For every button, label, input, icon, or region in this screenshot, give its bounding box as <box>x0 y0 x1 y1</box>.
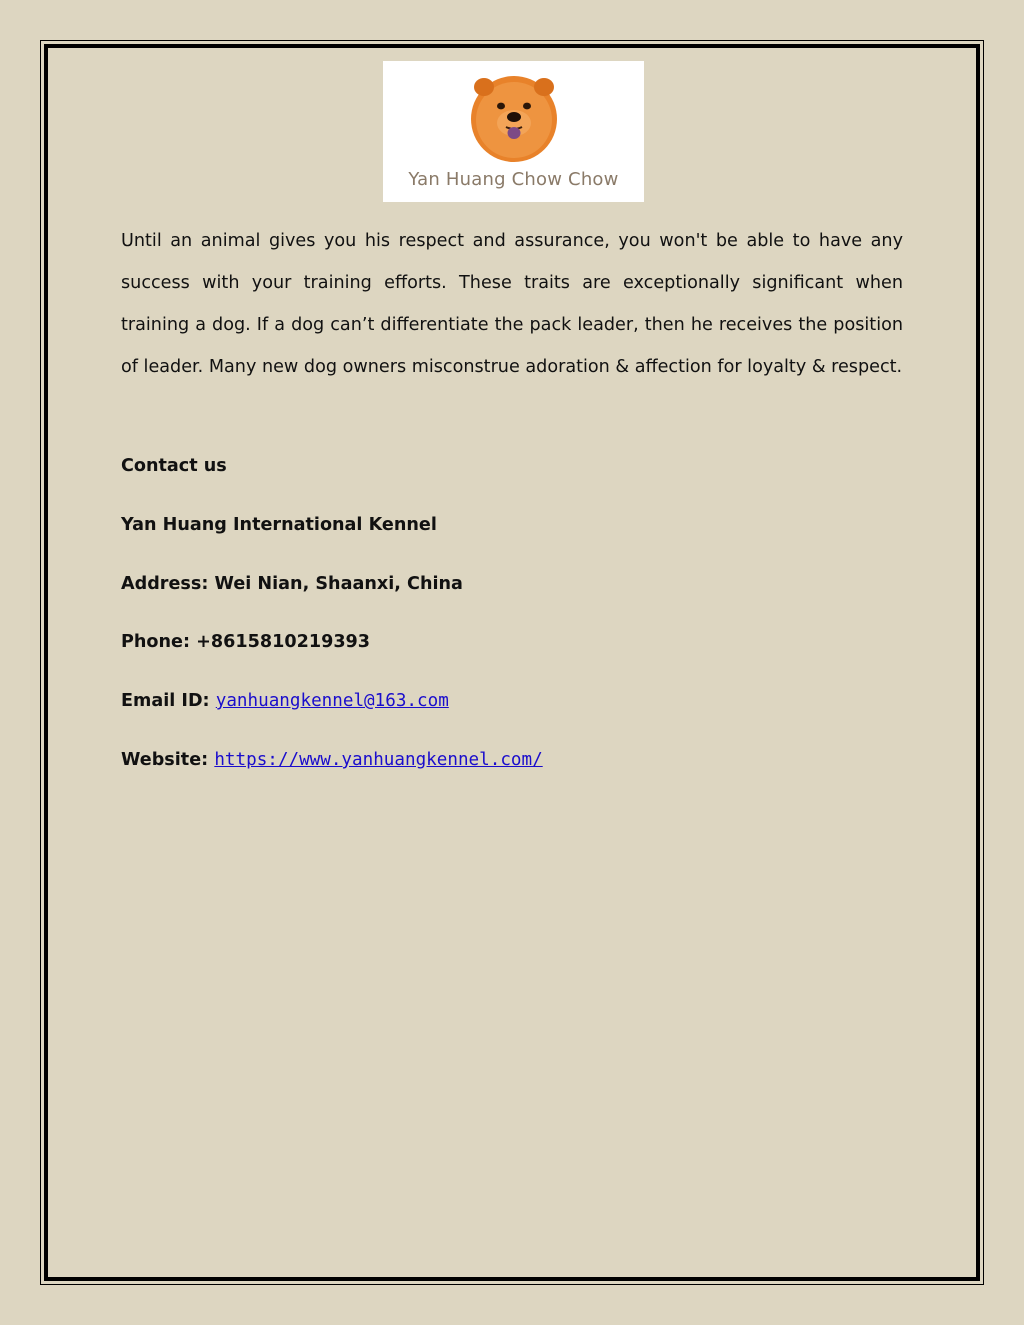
address-line <box>121 572 463 596</box>
website-label: Website: <box>121 750 209 770</box>
brand-logo-text: Yan Huang Chow Chow <box>408 169 619 190</box>
company-name: Yan Huang International Kennel <box>121 515 437 535</box>
chow-chow-dog-icon <box>470 73 558 165</box>
contact-heading: Contact us <box>121 456 227 476</box>
email-line <box>121 689 449 713</box>
address-label: Address: <box>121 574 209 594</box>
document-content <box>121 220 903 770</box>
phone-label: Phone: <box>121 632 191 652</box>
address-value: Wei Nian, Shaanxi, China <box>214 574 463 594</box>
email-link[interactable]: yanhuangkennel@163.com <box>215 691 449 711</box>
body-paragraph: Until an animal gives you his respect and assurance, you won't be able to have any success with your training efforts. These traits are exceptionally significant when training a dog. If a dog can’t differentiate the pack leader, then he receives the position of leader. Many new dog owners misconstrue adoration & affection for loyalty & respect. <box>121 231 903 377</box>
phone-line <box>121 630 370 654</box>
brand-logo <box>383 61 644 202</box>
email-label: Email ID: <box>121 691 210 711</box>
phone-value: +8615810219393 <box>196 632 371 652</box>
website-line <box>121 748 543 772</box>
website-link[interactable]: https://www.yanhuangkennel.com/ <box>214 750 543 770</box>
